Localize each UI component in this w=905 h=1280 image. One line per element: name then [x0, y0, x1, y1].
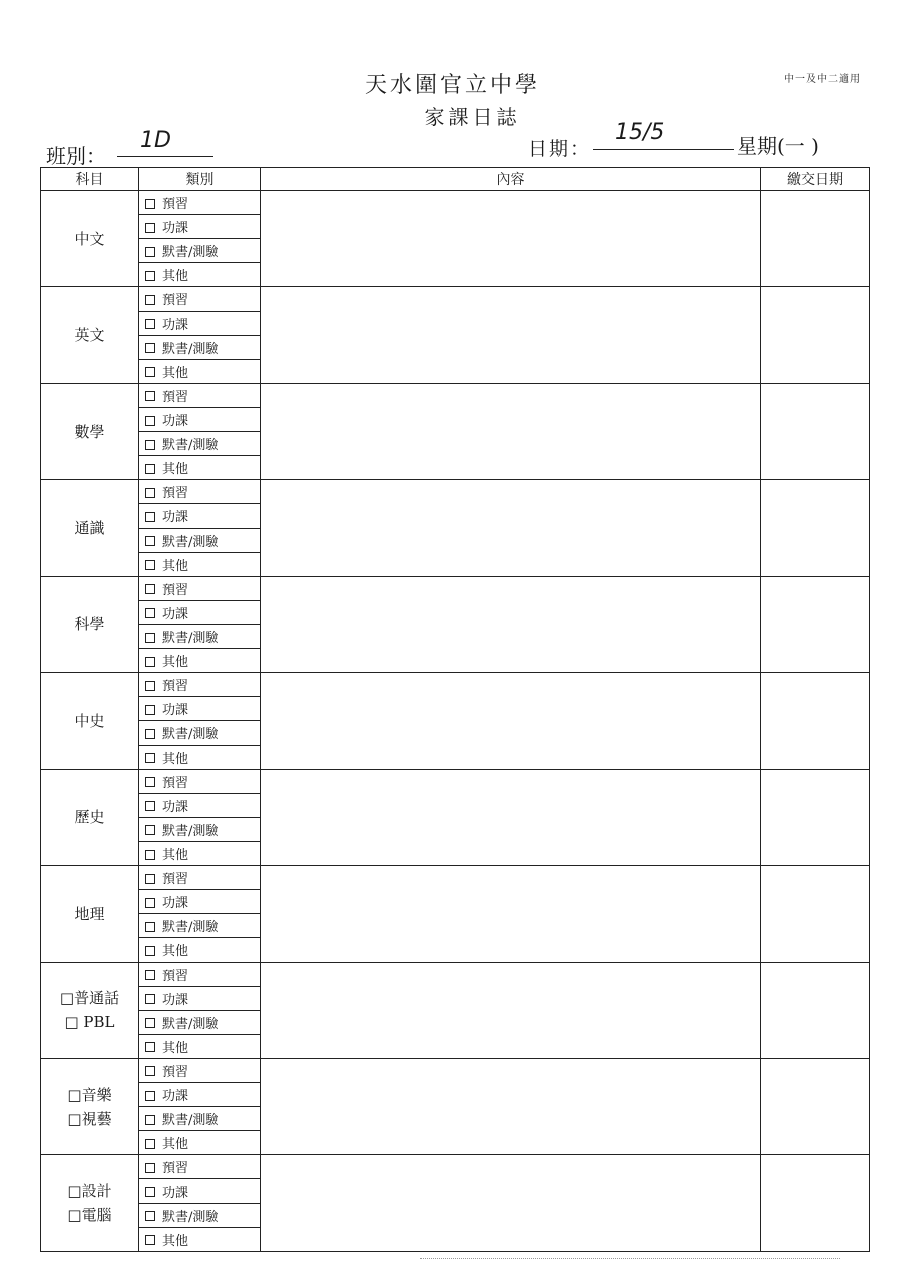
- category-label: 其他: [162, 1233, 189, 1249]
- category-cell: [139, 1107, 261, 1131]
- category-cell: [139, 287, 261, 311]
- category-cell: [139, 239, 261, 263]
- category-cell: [139, 1155, 261, 1179]
- subject-name: □設計: [67, 1182, 112, 1201]
- date-value: 15/5: [615, 120, 665, 145]
- category-cell: [139, 962, 261, 986]
- content-cell[interactable]: [261, 673, 761, 769]
- subject-name: 中史: [74, 711, 105, 730]
- checkbox-icon[interactable]: [145, 367, 155, 377]
- category-cell: [139, 504, 261, 528]
- checkbox-icon[interactable]: [145, 850, 155, 860]
- checkbox-icon[interactable]: [145, 729, 155, 739]
- subject-name: 中文: [74, 229, 105, 248]
- category-cell: [139, 1058, 261, 1082]
- subject-cell: [41, 962, 139, 1058]
- checkbox-icon[interactable]: [145, 488, 155, 498]
- due-date-cell[interactable]: [761, 866, 870, 962]
- category-cell: [139, 624, 261, 648]
- checkbox-icon[interactable]: [145, 922, 155, 932]
- category-cell: [139, 552, 261, 576]
- subject-cell: [41, 769, 139, 865]
- checkbox-icon[interactable]: [145, 512, 155, 522]
- category-label: 功課: [162, 606, 189, 622]
- category-cell: [139, 1010, 261, 1034]
- checkbox-icon[interactable]: [145, 464, 155, 474]
- category-label: 預習: [162, 293, 189, 309]
- weekday: 星期(一 ): [737, 134, 819, 158]
- category-label: 默書/測驗: [162, 438, 219, 454]
- column-header-content: 內容: [261, 168, 761, 191]
- checkbox-icon[interactable]: [145, 633, 155, 643]
- due-date-cell[interactable]: [761, 962, 870, 1058]
- footer-dotted-line: [420, 1257, 840, 1259]
- content-cell[interactable]: [261, 383, 761, 479]
- table-row: [41, 962, 870, 986]
- category-cell: [139, 456, 261, 480]
- school-name: 天水圍官立中學: [364, 73, 540, 98]
- checkbox-icon[interactable]: [145, 247, 155, 257]
- checkbox-icon[interactable]: [145, 1091, 155, 1101]
- category-label: 功課: [162, 1185, 189, 1201]
- due-date-cell[interactable]: [761, 1155, 870, 1252]
- subject-cell: [41, 866, 139, 962]
- table-row: [41, 383, 870, 407]
- subject-cell: [41, 383, 139, 479]
- category-cell: [139, 890, 261, 914]
- table-row: [41, 673, 870, 697]
- checkbox-icon[interactable]: [145, 295, 155, 305]
- checkbox-icon[interactable]: [145, 391, 155, 401]
- content-cell[interactable]: [261, 866, 761, 962]
- checkbox-icon[interactable]: [145, 223, 155, 233]
- category-cell: [139, 721, 261, 745]
- grade-note: 中一及中二適用: [784, 74, 861, 85]
- subject-name-secondary: □電腦: [67, 1206, 112, 1225]
- category-label: 其他: [162, 269, 189, 285]
- checkbox-icon[interactable]: [145, 1235, 155, 1245]
- checkbox-icon[interactable]: [145, 1042, 155, 1052]
- checkbox-icon[interactable]: [145, 536, 155, 546]
- category-label: 功課: [162, 414, 189, 430]
- table-header-row: [41, 168, 870, 191]
- category-label: 其他: [162, 558, 189, 574]
- content-cell[interactable]: [261, 962, 761, 1058]
- content-cell[interactable]: [261, 191, 761, 287]
- category-label: 默書/測驗: [162, 823, 219, 839]
- checkbox-icon[interactable]: [145, 898, 155, 908]
- category-label: 預習: [162, 872, 189, 888]
- category-cell: [139, 263, 261, 287]
- checkbox-icon[interactable]: [145, 440, 155, 450]
- category-cell: [139, 914, 261, 938]
- category-label: 功課: [162, 317, 189, 333]
- category-label: 其他: [162, 462, 189, 478]
- checkbox-icon[interactable]: [145, 319, 155, 329]
- category-label: 預習: [162, 582, 189, 598]
- due-date-cell[interactable]: [761, 480, 870, 576]
- category-cell: [139, 986, 261, 1010]
- content-cell[interactable]: [261, 769, 761, 865]
- category-label: 其他: [162, 1040, 189, 1056]
- subject-cell: [41, 673, 139, 769]
- category-cell: [139, 841, 261, 865]
- content-cell[interactable]: [261, 480, 761, 576]
- category-label: 默書/測驗: [162, 341, 219, 357]
- checkbox-icon[interactable]: [145, 343, 155, 353]
- due-date-cell[interactable]: [761, 576, 870, 672]
- category-cell: [139, 938, 261, 962]
- category-cell: [139, 1034, 261, 1058]
- subject-cell: [41, 191, 139, 287]
- category-label: 預習: [162, 1161, 189, 1177]
- due-date-cell[interactable]: [761, 769, 870, 865]
- date-label: 日期：: [528, 138, 592, 160]
- checkbox-icon[interactable]: [145, 657, 155, 667]
- subject-name: 地理: [74, 904, 105, 923]
- category-cell: [139, 793, 261, 817]
- category-label: 默書/測驗: [162, 534, 219, 550]
- category-label: 功課: [162, 703, 189, 719]
- category-cell: [139, 215, 261, 239]
- table-body: [41, 191, 870, 1252]
- category-cell: [139, 191, 261, 215]
- category-label: 默書/測驗: [162, 727, 219, 743]
- category-cell: [139, 432, 261, 456]
- category-cell: [139, 383, 261, 407]
- category-label: 默書/測驗: [162, 1113, 219, 1129]
- category-cell: [139, 335, 261, 359]
- category-label: 其他: [162, 655, 189, 671]
- category-cell: [139, 1203, 261, 1227]
- due-date-cell[interactable]: [761, 191, 870, 287]
- checkbox-icon[interactable]: [145, 1115, 155, 1125]
- category-label: 默書/測驗: [162, 631, 219, 647]
- subject-cell: [41, 1058, 139, 1154]
- category-label: 功課: [162, 896, 189, 912]
- table-row: [41, 1155, 870, 1179]
- category-label: 其他: [162, 751, 189, 767]
- category-label: 功課: [162, 221, 189, 237]
- subject-name: 歷史: [74, 808, 105, 827]
- category-cell: [139, 769, 261, 793]
- table-row: [41, 1058, 870, 1082]
- category-cell: [139, 359, 261, 383]
- category-cell: [139, 1131, 261, 1155]
- category-cell: [139, 407, 261, 431]
- checkbox-icon[interactable]: [145, 199, 155, 209]
- subject-name-secondary: □視藝: [67, 1109, 112, 1128]
- subject-name: 科學: [74, 615, 105, 634]
- due-date-cell[interactable]: [761, 287, 870, 383]
- category-cell: [139, 866, 261, 890]
- category-cell: [139, 673, 261, 697]
- category-label: 功課: [162, 510, 189, 526]
- category-label: 功課: [162, 992, 189, 1008]
- due-date-cell[interactable]: [761, 1058, 870, 1154]
- category-label: 預習: [162, 197, 189, 213]
- due-date-cell[interactable]: [761, 673, 870, 769]
- checkbox-icon[interactable]: [145, 994, 155, 1004]
- category-cell: [139, 745, 261, 769]
- category-label: 默書/測驗: [162, 1016, 219, 1032]
- subject-cell: [41, 1155, 139, 1252]
- class-label: 班別：: [46, 144, 106, 168]
- category-cell: [139, 528, 261, 552]
- subject-name: □音樂: [67, 1085, 112, 1104]
- subject-cell: [41, 480, 139, 576]
- category-label: 其他: [162, 1137, 189, 1153]
- checkbox-icon[interactable]: [145, 801, 155, 811]
- checkbox-icon[interactable]: [145, 1066, 155, 1076]
- checkbox-icon[interactable]: [145, 1018, 155, 1028]
- category-label: 預習: [162, 968, 189, 984]
- category-cell: [139, 817, 261, 841]
- checkbox-icon[interactable]: [145, 1139, 155, 1149]
- category-label: 其他: [162, 848, 189, 863]
- checkbox-icon[interactable]: [145, 1163, 155, 1173]
- category-cell: [139, 311, 261, 335]
- category-cell: [139, 1227, 261, 1251]
- column-header-category: 類別: [139, 168, 261, 191]
- checkbox-icon[interactable]: [145, 946, 155, 956]
- subject-name: □普通話: [59, 989, 120, 1008]
- category-cell: [139, 600, 261, 624]
- subject-name-secondary: □ PBL: [64, 1013, 115, 1032]
- category-label: 默書/測驗: [162, 920, 219, 936]
- homework-table: [40, 167, 870, 1252]
- column-header-due-date: 繳交日期: [761, 168, 870, 191]
- form-title: 家課日誌: [424, 105, 521, 129]
- subject-name: 英文: [74, 326, 105, 345]
- category-label: 預習: [162, 775, 189, 791]
- checkbox-icon[interactable]: [145, 1187, 155, 1197]
- table-row: [41, 866, 870, 890]
- category-label: 其他: [162, 365, 189, 381]
- checkbox-icon[interactable]: [145, 825, 155, 835]
- checkbox-icon[interactable]: [145, 584, 155, 594]
- class-value: 1D: [140, 128, 171, 153]
- content-cell[interactable]: [261, 1155, 761, 1252]
- category-cell: [139, 1179, 261, 1203]
- column-header-subject: 科目: [41, 168, 139, 191]
- category-label: 預習: [162, 679, 189, 695]
- category-cell: [139, 697, 261, 721]
- table-row: [41, 480, 870, 504]
- subject-cell: [41, 576, 139, 672]
- checkbox-icon[interactable]: [145, 681, 155, 691]
- content-cell[interactable]: [261, 1058, 761, 1154]
- checkbox-icon[interactable]: [145, 416, 155, 426]
- category-label: 預習: [162, 389, 189, 405]
- checkbox-icon[interactable]: [145, 970, 155, 980]
- table-row: [41, 191, 870, 215]
- category-label: 默書/測驗: [162, 1209, 219, 1225]
- category-label: 功課: [162, 799, 189, 815]
- due-date-cell[interactable]: [761, 383, 870, 479]
- subject-name: 通識: [74, 519, 105, 538]
- category-label: 功課: [162, 1089, 189, 1105]
- checkbox-icon[interactable]: [145, 271, 155, 281]
- table-row: [41, 576, 870, 600]
- checkbox-icon[interactable]: [145, 560, 155, 570]
- checkbox-icon[interactable]: [145, 874, 155, 884]
- checkbox-icon[interactable]: [145, 1211, 155, 1221]
- table-row: [41, 287, 870, 311]
- checkbox-icon[interactable]: [145, 608, 155, 618]
- category-cell: [139, 1083, 261, 1107]
- content-cell[interactable]: [261, 576, 761, 672]
- subject-name: 數學: [74, 422, 105, 441]
- category-label: 其他: [162, 944, 189, 960]
- checkbox-icon[interactable]: [145, 777, 155, 787]
- table-row: [41, 769, 870, 793]
- content-cell[interactable]: [261, 287, 761, 383]
- category-cell: [139, 576, 261, 600]
- subject-cell: [41, 287, 139, 383]
- category-label: 預習: [162, 486, 189, 502]
- checkbox-icon[interactable]: [145, 705, 155, 715]
- checkbox-icon[interactable]: [145, 753, 155, 763]
- category-label: 默書/測驗: [162, 245, 219, 261]
- category-label: 預習: [162, 1064, 189, 1080]
- category-cell: [139, 480, 261, 504]
- category-cell: [139, 649, 261, 673]
